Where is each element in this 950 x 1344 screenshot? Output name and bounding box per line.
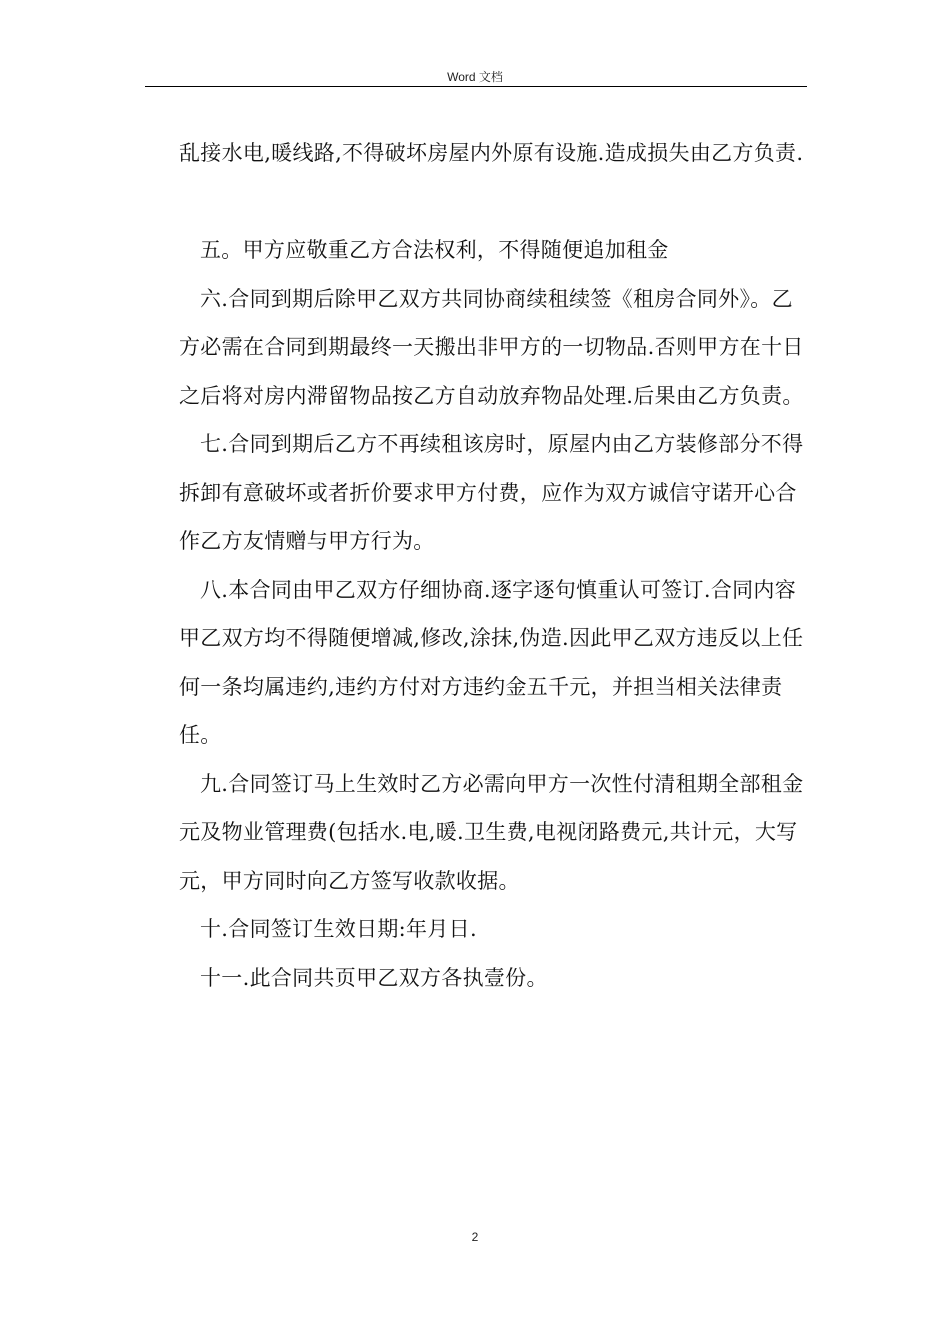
clause-6: 六.合同到期后除甲乙双方共同协商续租续签《租房合同外》。乙方必需在合同到期最终一天搬出非甲方的一切物品.否则甲方在十日之后将对房内滞留物品按乙方自动放弃物品处理.后果由乙方负责。 <box>179 286 804 408</box>
clause-10: 十.合同签订生效日期:年月日. <box>200 917 477 941</box>
page-number: 2 <box>471 1230 479 1244</box>
paragraph-continuation: 乱接水电,暖线路,不得破坏房屋内外原有设施.造成损失由乙方负责. <box>179 141 804 165</box>
document-body <box>179 129 809 1002</box>
clause-5: 五。甲方应敬重乙方合法权利，不得随便追加租金 <box>200 238 669 262</box>
header-divider <box>145 86 807 87</box>
clause-8: 八.本合同由甲乙双方仔细协商.逐字逐句慎重认可签订.合同内容甲乙双方均不得随便增减,修改,涂抹,伪造.因此甲乙双方违反以上任何一条均属违约,违约方付对方违约金五千元，并担当相关法律责任。 <box>179 577 804 747</box>
clause-11: 十一.此合同共页甲乙双方各执壹份。 <box>200 965 548 990</box>
clause-9: 九.合同签订马上生效时乙方必需向甲方一次性付清租期全部租金元及物业管理费(包括水.电,暖.卫生费,电视闭路费元,共计元，大写元，甲方同时向乙方签写收款收据。 <box>179 771 804 893</box>
clause-7: 七.合同到期后乙方不再续租该房时，原屋内由乙方装修部分不得拆卸有意破坏或者折价要求甲方付费，应作为双方诚信守诺开心合作乙方友情赠与甲方行为。 <box>179 432 804 553</box>
page-header-title: Word 文档 <box>447 70 503 84</box>
paragraph-gap <box>179 178 809 227</box>
